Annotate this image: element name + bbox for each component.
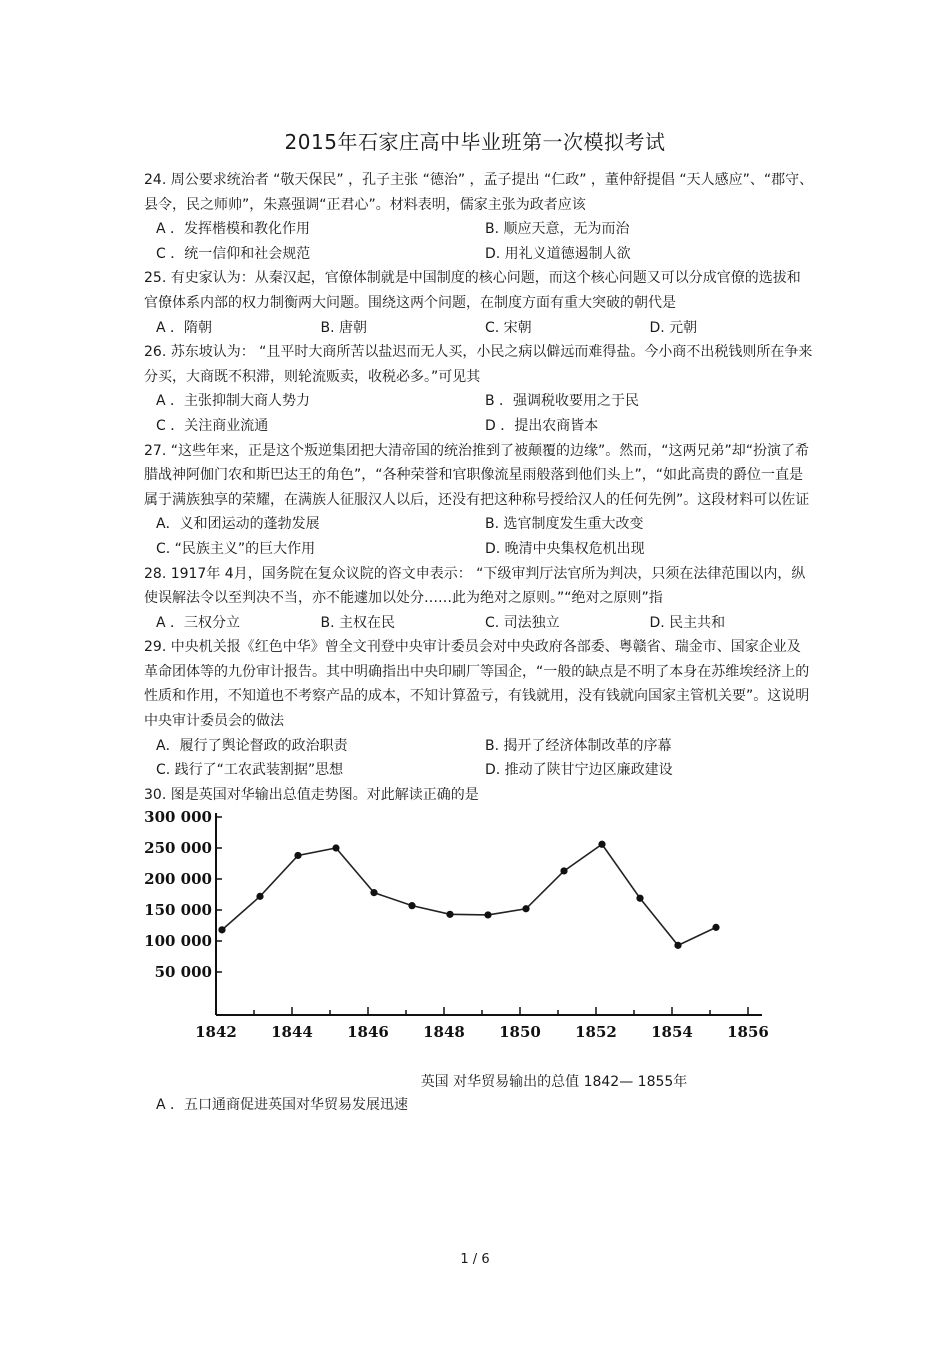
x-tick-label: 1842: [195, 1023, 237, 1042]
question-24: [144, 168, 814, 266]
question-stem: 28. 1917年 4月，国务院在复众议院的咨文申表示： “下级审判厅法官所为判决，只须在法律范围以内，纵使误解法令以至判决不当，亦不能遽加以处分……此为绝对之原则。”“绝对之原则”指: [144, 565, 806, 607]
data-point: [712, 924, 719, 931]
chart-caption: 英国 对华贸易输出的总值 1842— 1855年: [420, 1074, 688, 1091]
option-c[interactable]: C. 司法独立: [485, 614, 560, 631]
data-point: [598, 841, 605, 848]
y-tick-label: 50 000: [154, 963, 212, 982]
option-c[interactable]: C. “民族主义”的巨大作用: [156, 540, 316, 557]
data-point: [522, 906, 529, 913]
x-tick-label: 1850: [499, 1023, 541, 1042]
option-a[interactable]: A ．五口通商促进英国对华贸易发展迅速: [156, 1097, 409, 1114]
x-tick-label: 1848: [423, 1023, 465, 1042]
data-point: [294, 852, 301, 859]
question-stem: 25. 有史家认为：从秦汉起，官僚体制就是中国制度的核心问题，而这个核心问题又可以分成官僚的选拔和官僚体系内部的权力制衡两大问题。围绕这两个问题，在制度方面有重大突破的朝代是: [144, 270, 801, 311]
y-tick-label: 150 000: [144, 901, 212, 920]
question-stem: 29. 中央机关报《红色中华》曾全文刊登中央审计委员会对中央政府各部委、粤赣省、瑞金市、国家企业及革命团体等的九份审计报告。其中明确指出中央印刷厂等国企，“一般的缺点是不明了本身在苏维埃经济上的性质和作用，不知道也不考察产品的成本，不知计算盈亏，有钱就用，没有钱就向国家主管机关要”。这说明中央审计委员会的做法: [144, 639, 810, 730]
option-c[interactable]: C. 宋朝: [485, 319, 532, 336]
option-c[interactable]: C ．统一信仰和社会规范: [156, 245, 311, 262]
question-stem: 24. 周公要求统治者 “敬天保民” ，孔子主张 “德治” ，孟子提出 “仁政” ，董仲舒提倡 “天人感应”、“郡守、县令，民之师帅”，朱熹强调“正君心”。材料表明，儒家主张为政者应该: [144, 172, 814, 213]
option-a[interactable]: A ．发挥楷模和教化作用: [156, 221, 311, 238]
x-tick-label: 1852: [575, 1023, 617, 1042]
option-d[interactable]: D. 晚清中央集权危机出现: [485, 540, 645, 557]
options: [144, 316, 814, 341]
option-b[interactable]: B. 唐朝: [320, 319, 368, 336]
data-point: [560, 868, 567, 875]
options: [144, 389, 814, 438]
y-tick-label: 250 000: [144, 839, 212, 858]
data-point: [218, 927, 225, 934]
page-number: 1 / 6: [460, 1252, 490, 1267]
options: [144, 512, 814, 561]
series-line: [222, 845, 716, 946]
option-b[interactable]: B. 揭开了经济体制改革的序幕: [485, 737, 672, 754]
option-c[interactable]: C. 践行了“工农武装割据”思想: [156, 762, 344, 779]
y-tick-label: 200 000: [144, 870, 212, 889]
option-b[interactable]: B. 顺应天意，无为而治: [485, 221, 630, 238]
x-tick-label: 1856: [727, 1023, 769, 1042]
data-point: [370, 889, 377, 896]
y-tick-label: 100 000: [144, 932, 212, 951]
y-tick-label: 300 000: [144, 811, 212, 827]
options: [144, 217, 814, 266]
data-point: [484, 912, 491, 919]
question-list: [144, 168, 814, 1117]
option-a[interactable]: A．履行了舆论督政的政治职责: [156, 737, 348, 754]
option-b[interactable]: B ．强调税收要用之于民: [485, 393, 640, 410]
x-tick-label: 1844: [271, 1023, 313, 1042]
option-d[interactable]: D. 推动了陕甘宁边区廉政建设: [485, 762, 673, 779]
option-c[interactable]: C ．关注商业流通: [156, 417, 269, 434]
exam-title: 2015年石家庄高中毕业班第一次模拟考试: [284, 130, 666, 154]
question-stem: 30. 图是英国对华输出总值走势图。对此解读正确的是: [144, 786, 479, 803]
option-a[interactable]: A ．隋朝: [156, 319, 213, 336]
data-point: [332, 845, 339, 852]
trade-chart: [144, 811, 814, 1071]
question-28: [144, 562, 814, 636]
option-d[interactable]: D ．提出农商皆本: [485, 417, 599, 434]
line-chart: [144, 811, 814, 1071]
data-point: [636, 895, 643, 902]
data-point: [408, 902, 415, 909]
question-stem: 27. “这些年来，正是这个叛逆集团把大清帝国的统治推到了被颠覆的边缘”。然而，“这两兄弟”却“扮演了希腊战神阿伽门农和斯巴达王的角色”，“各种荣誉和官职像流星雨般落到他们头上”，“如此高贵的爵位一直是属于满族独享的荣耀，在满族人征服汉人以后，还没有把这种称号授给汉人的任何先例”。这段材料可以佐证: [144, 442, 810, 508]
option-a[interactable]: A．义和团运动的蓬勃发展: [156, 516, 320, 533]
option-a[interactable]: A ．主张抑制大商人势力: [156, 393, 311, 410]
data-point: [256, 893, 263, 900]
options: [144, 611, 814, 636]
question-30: [144, 783, 814, 1118]
question-27: [144, 439, 814, 562]
options: [144, 734, 814, 783]
question-29: [144, 635, 814, 783]
option-b[interactable]: B. 主权在民: [320, 614, 396, 631]
option-d[interactable]: D. 用礼义道德遏制人欲: [485, 245, 631, 262]
option-d[interactable]: D. 民主共和: [649, 614, 726, 631]
data-point: [674, 942, 681, 949]
x-tick-label: 1854: [651, 1023, 693, 1042]
question-25: [144, 266, 814, 340]
option-b[interactable]: B. 选官制度发生重大改变: [485, 516, 644, 533]
x-tick-label: 1846: [347, 1023, 389, 1042]
data-point: [446, 911, 453, 918]
option-a[interactable]: A ．三权分立: [156, 614, 241, 631]
question-stem: 26. 苏东坡认为： “且平时大商所苦以盐迟而无人买，小民之病以僻远而难得盐。今小商不出税钱则所在争来分买，大商既不积滞，则轮流贩卖，收税必多。”可见其: [144, 344, 813, 385]
option-d[interactable]: D. 元朝: [649, 319, 698, 336]
question-26: [144, 340, 814, 438]
